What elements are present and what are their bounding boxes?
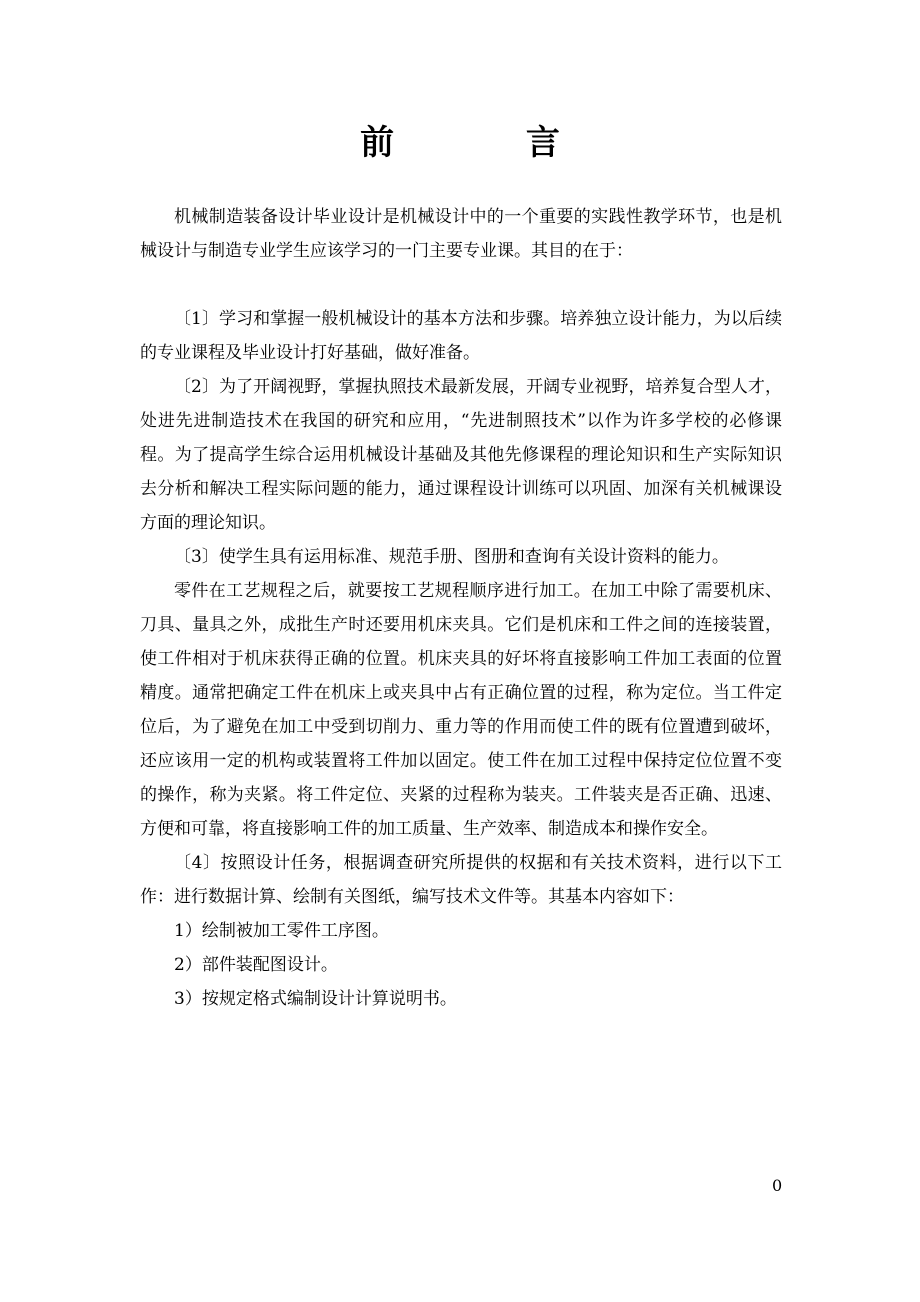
page-number: 0 [772, 1176, 783, 1195]
paragraph-fixture: 零件在工艺规程之后，就要按工艺规程顺序进行加工。在加工中除了需要机床、刀具、量具之外，成批生产时还要用机床夹具。它们是机床和工件之间的连接装置，使工件相对于机床获得正确的位置。机床夹具的好坏将直接影响工件加工表面的位置精度。通常把确定工件在机床上或夹具中占有正确位置的过程，称为定位。当工件定位后，为了避免在加工中受到切削力、重力等的作用而使工件的既有位置遭到破坏，还应该用一定的机构或装置将工件加以固定。使工件在加工过程中保持定位位置不变的操作，称为夹紧。将工件定位、夹紧的过程称为装夹。工件装夹是否正确、迅速、方便和可靠，将直接影响工件的加工质量、生产效率、制造成本和操作安全。 [140, 581, 782, 839]
list-item-2: 2）部件装配图设计。 [174, 955, 338, 975]
body-text [140, 200, 782, 1016]
paragraph-item-4: 〔4〕按照设计任务，根据调查研究所提供的权据和有关技术资料，进行以下工作：进行数据计算、绘制有关图纸，编写技术文件等。其基本内容如下： [140, 853, 782, 907]
paragraph-item-1: 〔1〕学习和掌握一般机械设计的基本方法和步骤。培养独立设计能力，为以后续的专业课程及毕业设计打好基础，做好准备。 [140, 309, 782, 363]
paragraph-item-3: 〔3〕使学生具有运用标准、规范手册、图册和查询有关设计资料的能力。 [174, 547, 729, 567]
paragraph-intro: 机械制造装备设计毕业设计是机械设计中的一个重要的实践性教学环节，也是机械设计与制造专业学生应该学习的一门主要专业课。其目的在于： [140, 207, 782, 261]
paragraph-item-2: 〔2〕为了开阔视野，掌握执照技术最新发展，开阔专业视野，培养复合型人才，处进先进制造技术在我国的研究和应用，“先进制照技术”以作为许多学校的必修课程。为了提高学生综合运用机械设计基础及其他先修课程的理论知识和生产实际知识去分析和解决工程实际问题的能力，通过课程设计训练可以巩固、加深有关机械课设方面的理论知识。 [140, 377, 782, 533]
page-title: 前 言 [360, 123, 620, 163]
list-item-3: 3）按规定格式编制设计计算说明书。 [174, 989, 457, 1009]
list-item-1: 1）绘制被加工零件工序图。 [174, 921, 389, 941]
